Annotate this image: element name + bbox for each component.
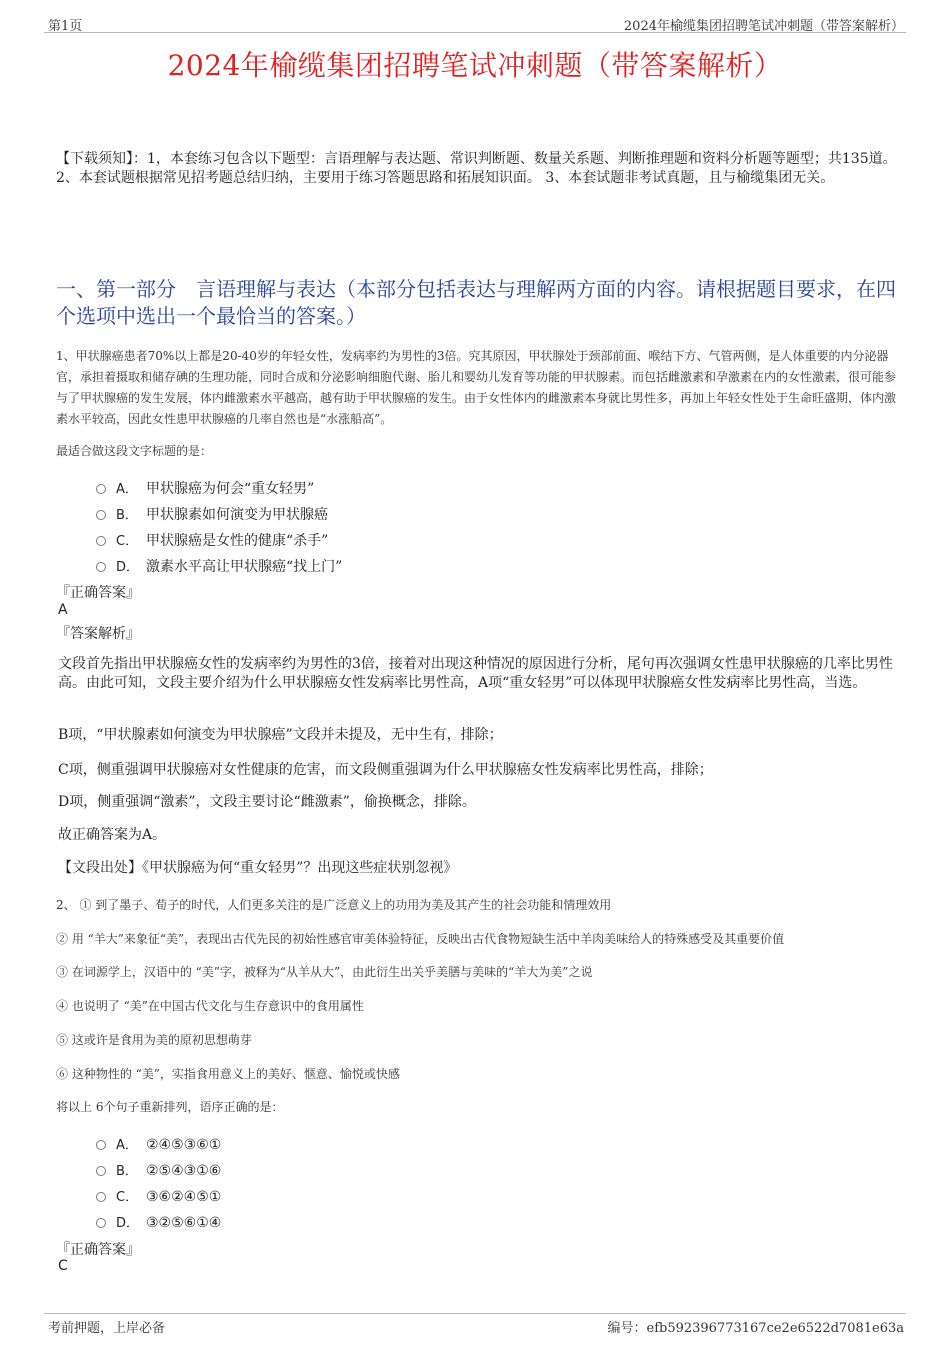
q2-option-d[interactable]: D． ③②⑤⑥①④ [96,1212,221,1231]
q2-sentence: 2、 ① 到了墨子、荀子的时代，人们更多关注的是广泛意义上的功用为美及其产生的社会功能和情理效用 [56,898,612,912]
q2-sentence: ② 用 “羊大”来象征“美”，表现出古代先民的初始性感官审美体验特征，反映出古代食物短缺生活中羊肉美味给人的特殊感受及其重要价值 [56,932,785,946]
page-title: 2024年榆缆集团招聘笔试冲刺题（带答案解析） [167,49,783,82]
footer-slogan: 考前押题，上岸必备 [48,1321,166,1336]
footer-doc-id: 编号：efb592396773167ce2e6522d7081e63a [607,1321,904,1336]
page-number: 第1页 [48,19,83,34]
q1-source: 【文段出处】《甲状腺癌为何“重女轻男”？出现这些症状别忽视》 [58,860,458,876]
header-doc-title: 2024年榆缆集团招聘笔试冲刺题（带答案解析） [623,19,904,34]
q1-option-c[interactable]: C． 甲状腺癌是女性的健康“杀手” [96,530,328,550]
q2-option-c[interactable]: C． ③⑥②④⑤① [96,1186,221,1205]
q1-answer-label: 『正确答案』 [56,585,140,601]
q1-analysis-para: B项，“甲状腺素如何演变为甲状腺癌”文段并未提及，无中生有，排除； [58,727,503,743]
radio-icon[interactable] [96,562,106,572]
q1-stem: 1、甲状腺癌患者70%以上都是20-40岁的年轻女性，发病率约为男性的3倍。究其原因，甲状腺处于颈部前面、喉结下方、气管两侧，是人体重要的内分泌器官，承担着摄取和储存碘的生理功能，同时合成和分泌影响细胞代谢、胎儿和婴幼儿发育等功能的甲状腺素。而包括雌激素和孕激素在内的女性激素，很可能参与了甲状腺癌的发生发展，体内雌激素水平越高，越有助于甲状腺癌的发生。由于女性体内的雌激素本身就比男性多，再加上年轻女性处于生命旺盛期，体内激素水平较高，因此女性患甲状腺癌的几率自然也是“水涨船高”。 [56,349,897,426]
q1-answer: A [58,602,68,618]
q2-sentence: ⑥ 这种物性的 “美”，实指食用意义上的美好、惬意、愉悦或快感 [56,1067,400,1081]
q1-option-a[interactable]: A． 甲状腺癌为何会“重女轻男” [96,478,314,498]
q1-analysis-para: D项，侧重强调“激素”，文段主要讨论“雌激素”，偷换概念，排除。 [58,794,476,810]
q2-option-b[interactable]: B． ②⑤④③①⑥ [96,1160,221,1179]
q1-prompt: 最适合做这段文字标题的是： [56,444,213,458]
page-header [44,12,906,33]
radio-icon[interactable] [96,1166,106,1176]
q1-analysis-para: C项，侧重强调甲状腺癌对女性健康的危害，而文段侧重强调为什么甲状腺癌女性发病率比男性高，排除； [58,762,713,778]
q1-option-b[interactable]: B． 甲状腺素如何演变为甲状腺癌 [96,504,328,524]
download-notice: 【下载须知】：1，本套练习包含以下题型：言语理解与表达题、常识判断题、数量关系题、判断推理题和资料分析题等题型；共135道。 2、本套试题根据常见招考题总结归纳，主要用于练习答题思路和拓展知识面。 3、本套试题非考试真题，且与榆缆集团无关。 [56,151,897,186]
q2-option-a[interactable]: A． ②④⑤③⑥① [96,1134,221,1153]
radio-icon[interactable] [96,1218,106,1228]
page-footer [44,1313,906,1334]
section-heading: 一、第一部分 言语理解与表达（本部分包括表达与理解两方面的内容。请根据题目要求，在四个选项中选出一个最恰当的答案。） [56,277,896,328]
q2-sentence: ④ 也说明了 “美”在中国古代文化与生存意识中的食用属性 [56,999,364,1013]
q1-analysis-label: 『答案解析』 [56,626,140,642]
radio-icon[interactable] [96,1192,106,1202]
q2-sentence: ③ 在词源学上，汉语中的 “美”字，被释为“从羊从大”，由此衍生出关乎美膳与美味的“羊大为美”之说 [56,965,593,979]
q2-answer-label: 『正确答案』 [56,1242,140,1258]
q1-analysis-para: 文段首先指出甲状腺癌女性的发病率约为男性的3倍，接着对出现这种情况的原因进行分析，尾句再次强调女性患甲状腺癌的几率比男性高。由此可知，文段主要介绍为什么甲状腺癌女性发病率比男性高，A项“重女轻男”可以体现甲状腺癌女性发病率比男性高，当选。 [58,656,893,691]
q1-analysis-para: 故正确答案为A。 [58,827,167,843]
radio-icon[interactable] [96,1140,106,1150]
radio-icon[interactable] [96,484,106,494]
q2-sentence: ⑤ 这或许是食用为美的原初思想萌芽 [56,1033,252,1047]
q2-answer: C [58,1258,68,1274]
q2-prompt: 将以上 6个句子重新排列，语序正确的是： [56,1100,284,1114]
q1-option-d[interactable]: D． 激素水平高让甲状腺癌“找上门” [96,556,342,576]
radio-icon[interactable] [96,536,106,546]
radio-icon[interactable] [96,510,106,520]
